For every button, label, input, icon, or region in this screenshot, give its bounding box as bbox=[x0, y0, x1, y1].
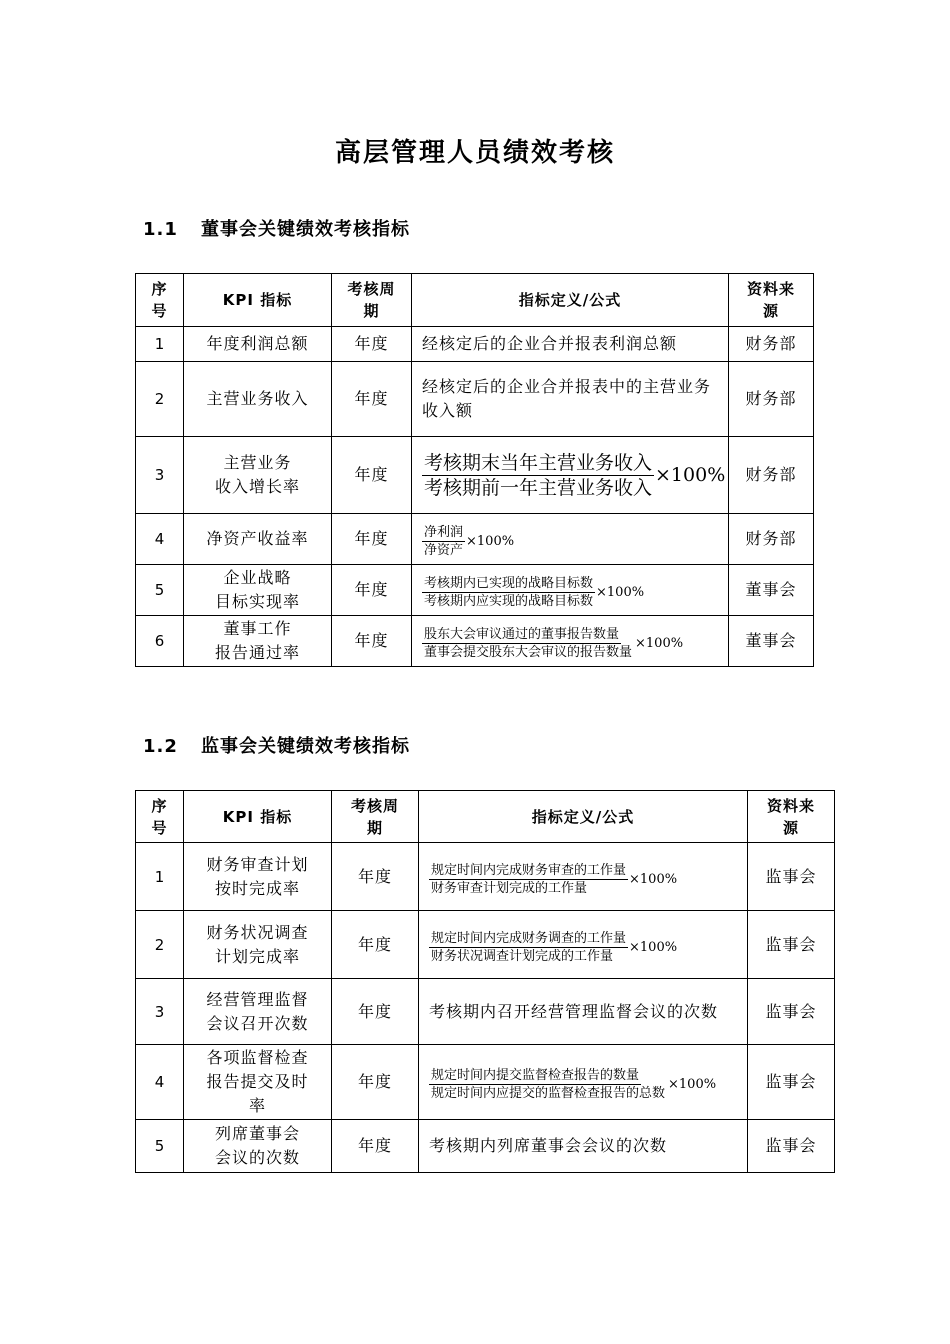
cell-seq: 5 bbox=[136, 1120, 184, 1173]
formula-multiplier: ×100% bbox=[629, 871, 678, 887]
cell-source: 董事会 bbox=[729, 616, 814, 667]
formula-numerator: 净利润 bbox=[424, 525, 464, 540]
formula-denominator: 财务状况调查计划完成的工作量 bbox=[431, 948, 614, 964]
table-header-row bbox=[136, 274, 814, 327]
header-kpi: KPI 指标 bbox=[184, 791, 332, 843]
cell-seq: 6 bbox=[136, 616, 184, 667]
cell-source: 监事会 bbox=[748, 911, 835, 979]
cell-period: 年度 bbox=[332, 979, 419, 1045]
cell-seq: 3 bbox=[136, 437, 184, 514]
cell-period: 年度 bbox=[332, 1045, 419, 1120]
cell-kpi: 经营管理监督 会议召开次数 bbox=[184, 979, 332, 1045]
cell-definition: 经核定后的企业合并报表中的主营业务收入额 bbox=[412, 362, 729, 437]
formula-denominator: 财务审查计划完成的工作量 bbox=[431, 880, 588, 896]
formula bbox=[422, 626, 683, 661]
table-row bbox=[136, 1120, 835, 1173]
formula-denominator: 考核期前一年主营业务收入 bbox=[424, 476, 653, 499]
header-source: 资料来 源 bbox=[748, 791, 835, 843]
table-header-row bbox=[136, 791, 835, 843]
cell-period: 年度 bbox=[332, 327, 412, 362]
table-row bbox=[136, 979, 835, 1045]
formula bbox=[429, 862, 677, 897]
formula bbox=[422, 575, 644, 610]
formula-multiplier: ×100% bbox=[466, 534, 515, 549]
formula-multiplier: ×100% bbox=[668, 1077, 717, 1092]
cell-seq: 4 bbox=[136, 1045, 184, 1120]
cell-kpi: 董事工作 报告通过率 bbox=[184, 616, 332, 667]
formula-multiplier: ×100% bbox=[635, 636, 684, 651]
cell-source: 监事会 bbox=[748, 979, 835, 1045]
cell-seq: 1 bbox=[136, 327, 184, 362]
cell-seq: 3 bbox=[136, 979, 184, 1045]
cell-seq: 4 bbox=[136, 514, 184, 565]
table-row bbox=[136, 616, 814, 667]
cell-period: 年度 bbox=[332, 1120, 419, 1173]
fraction bbox=[422, 451, 654, 500]
formula-numerator: 股东大会审议通过的董事报告数量 bbox=[424, 627, 620, 642]
cell-source: 财务部 bbox=[729, 362, 814, 437]
table-row bbox=[136, 1045, 835, 1120]
cell-formula bbox=[412, 514, 729, 565]
cell-period: 年度 bbox=[332, 616, 412, 667]
cell-source: 监事会 bbox=[748, 1120, 835, 1173]
cell-source: 监事会 bbox=[748, 1045, 835, 1120]
section-heading-supervisory bbox=[143, 732, 410, 758]
formula bbox=[429, 1067, 716, 1102]
cell-seq: 2 bbox=[136, 911, 184, 979]
page-title: 高层管理人员绩效考核 bbox=[334, 138, 615, 168]
cell-kpi: 企业战略 目标实现率 bbox=[184, 565, 332, 616]
cell-source: 财务部 bbox=[729, 437, 814, 514]
header-seq: 序 号 bbox=[136, 791, 184, 843]
table-row bbox=[136, 362, 814, 437]
cell-source: 监事会 bbox=[748, 843, 835, 911]
table-row bbox=[136, 843, 835, 911]
formula bbox=[429, 930, 677, 965]
cell-source: 财务部 bbox=[729, 327, 814, 362]
cell-period: 年度 bbox=[332, 437, 412, 514]
formula bbox=[422, 524, 514, 559]
formula-denominator: 董事会提交股东大会审议的报告数量 bbox=[424, 645, 633, 660]
cell-period: 年度 bbox=[332, 514, 412, 565]
cell-kpi: 年度利润总额 bbox=[184, 327, 332, 362]
table-row bbox=[136, 514, 814, 565]
cell-formula bbox=[412, 565, 729, 616]
cell-kpi: 各项监督检查 报告提交及时 率 bbox=[184, 1045, 332, 1120]
header-seq: 序 号 bbox=[136, 274, 184, 327]
cell-formula bbox=[412, 616, 729, 667]
cell-kpi: 主营业务 收入增长率 bbox=[184, 437, 332, 514]
formula-numerator: 规定时间内完成财务调查的工作量 bbox=[431, 930, 627, 946]
formula-multiplier: ×100% bbox=[655, 464, 726, 486]
cell-period: 年度 bbox=[332, 565, 412, 616]
header-definition: 指标定义/公式 bbox=[412, 274, 729, 327]
fraction bbox=[422, 524, 465, 559]
kpi-table-supervisory bbox=[135, 790, 835, 1173]
header-source: 资料来 源 bbox=[729, 274, 814, 327]
fraction bbox=[429, 930, 628, 965]
cell-definition: 考核期内召开经营管理监督会议的次数 bbox=[419, 979, 748, 1045]
cell-kpi: 财务审查计划 按时完成率 bbox=[184, 843, 332, 911]
formula-numerator: 考核期末当年主营业务收入 bbox=[424, 451, 653, 474]
fraction bbox=[422, 626, 634, 661]
section-heading-board bbox=[143, 215, 410, 241]
table-row bbox=[136, 911, 835, 979]
cell-period: 年度 bbox=[332, 362, 412, 437]
table-row bbox=[136, 437, 814, 514]
cell-formula bbox=[419, 911, 748, 979]
cell-source: 董事会 bbox=[729, 565, 814, 616]
cell-source: 财务部 bbox=[729, 514, 814, 565]
table-row bbox=[136, 565, 814, 616]
cell-kpi: 主营业务收入 bbox=[184, 362, 332, 437]
fraction bbox=[422, 575, 595, 610]
formula-numerator: 规定时间内完成财务审查的工作量 bbox=[431, 862, 627, 878]
formula-denominator: 规定时间内应提交的监督检查报告的总数 bbox=[431, 1086, 666, 1101]
cell-formula bbox=[419, 843, 748, 911]
fraction bbox=[429, 862, 628, 897]
header-definition: 指标定义/公式 bbox=[419, 791, 748, 843]
header-period: 考核周 期 bbox=[332, 274, 412, 327]
formula-denominator: 考核期内应实现的战略目标数 bbox=[424, 594, 594, 609]
kpi-table-board bbox=[135, 273, 814, 667]
cell-seq: 1 bbox=[136, 843, 184, 911]
formula-numerator: 规定时间内提交监督检查报告的数量 bbox=[431, 1068, 640, 1083]
cell-kpi: 净资产收益率 bbox=[184, 514, 332, 565]
cell-period: 年度 bbox=[332, 843, 419, 911]
section-number: 1.1 bbox=[143, 219, 178, 240]
cell-seq: 2 bbox=[136, 362, 184, 437]
formula-denominator: 净资产 bbox=[424, 543, 464, 558]
fraction bbox=[429, 1067, 667, 1102]
cell-definition: 考核期内列席董事会会议的次数 bbox=[419, 1120, 748, 1173]
header-period: 考核周 期 bbox=[332, 791, 419, 843]
cell-kpi: 财务状况调查 计划完成率 bbox=[184, 911, 332, 979]
cell-period: 年度 bbox=[332, 911, 419, 979]
cell-definition: 经核定后的企业合并报表利润总额 bbox=[412, 327, 729, 362]
section-title: 监事会关键绩效考核指标 bbox=[201, 736, 410, 757]
section-title: 董事会关键绩效考核指标 bbox=[201, 219, 410, 240]
formula-multiplier: ×100% bbox=[596, 585, 645, 600]
table-row bbox=[136, 327, 814, 362]
cell-formula bbox=[419, 1045, 748, 1120]
section-number: 1.2 bbox=[143, 736, 178, 757]
header-kpi: KPI 指标 bbox=[184, 274, 332, 327]
formula-multiplier: ×100% bbox=[629, 939, 678, 955]
cell-seq: 5 bbox=[136, 565, 184, 616]
cell-formula bbox=[412, 437, 729, 514]
cell-kpi: 列席董事会 会议的次数 bbox=[184, 1120, 332, 1173]
formula bbox=[422, 451, 725, 500]
formula-numerator: 考核期内已实现的战略目标数 bbox=[424, 576, 594, 591]
